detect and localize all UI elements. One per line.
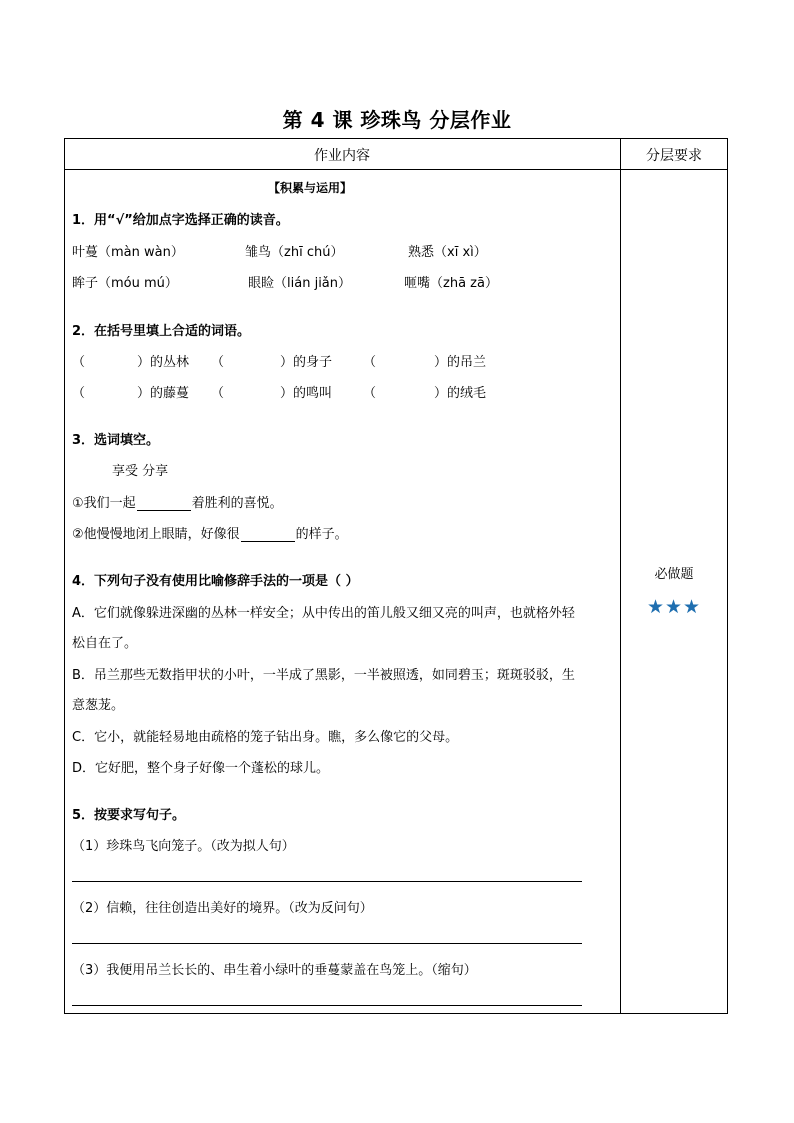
q5-item-1: （1）珍珠鸟飞向笼子。（改为拟人句） bbox=[72, 839, 295, 854]
q2-item: ）的吊兰 bbox=[434, 355, 487, 370]
q1-item: 雏鸟（zhī chú） bbox=[245, 245, 344, 260]
header-content: 作业内容 bbox=[314, 148, 370, 164]
header-divider bbox=[64, 169, 728, 170]
q3-word-bank: 享受 分享 bbox=[112, 464, 169, 479]
q3-sentence-2: ②他慢慢地闭上眼睛，好像很 的样子。 bbox=[72, 527, 348, 542]
q2-item: ）的丛林 bbox=[137, 355, 190, 370]
answer-line[interactable] bbox=[72, 881, 582, 882]
answer-blank[interactable] bbox=[137, 498, 191, 511]
q2-paren-open: （ bbox=[363, 386, 377, 401]
q4-option-b-line1: B．吊兰那些无数指甲状的小叶，一半成了黑影，一半被照透，如同碧玉；斑斑驳驳，生 bbox=[72, 668, 575, 683]
q4-heading: 4．下列句子没有使用比喻修辞手法的一项是（ ） bbox=[72, 574, 359, 589]
answer-blank[interactable] bbox=[241, 529, 295, 542]
q5-heading: 5．按要求写句子。 bbox=[72, 808, 186, 823]
q2-paren-open: （ bbox=[363, 355, 377, 370]
answer-line[interactable] bbox=[72, 943, 582, 944]
q4-option-a-line1: A．它们就像躲进深幽的丛林一样安全；从中传出的笛儿般又细又亮的叫声，也就格外轻 bbox=[72, 606, 575, 621]
q4-option-d: D．它好肥，整个身子好像一个蓬松的球儿。 bbox=[72, 761, 330, 776]
q2-heading: 2．在括号里填上合适的词语。 bbox=[72, 324, 251, 339]
q4-option-b-line2: 意葱茏。 bbox=[72, 698, 125, 713]
q5-item-2: （2）信赖，往往创造出美好的境界。（改为反问句） bbox=[72, 901, 373, 916]
q2-paren-open: （ bbox=[211, 355, 225, 370]
q2-item: ）的绒毛 bbox=[434, 386, 487, 401]
header-level: 分层要求 bbox=[646, 148, 702, 164]
q5-item-3: （3）我便用吊兰长长的、串生着小绿叶的垂蔓蒙盖在鸟笼上。（缩句） bbox=[72, 963, 477, 978]
q1-item: 眸子（móu mú） bbox=[72, 276, 178, 291]
q1-item: 熟悉（xī xì） bbox=[408, 245, 487, 260]
q2-paren-open: （ bbox=[72, 386, 86, 401]
q2-paren-open: （ bbox=[211, 386, 225, 401]
difficulty-stars: ★★★ bbox=[646, 596, 702, 618]
q1-item: 叶蔓（màn wàn） bbox=[72, 245, 184, 260]
q3-heading: 3．选词填空。 bbox=[72, 433, 160, 448]
q2-item: ）的藤蔓 bbox=[137, 386, 190, 401]
q1-heading: 1．用“√”给加点字选择正确的读音。 bbox=[72, 213, 289, 228]
q1-item: 咂嘴（zhā zā） bbox=[404, 276, 498, 291]
section-heading: 【积累与运用】 bbox=[268, 181, 353, 195]
q2-item: ）的身子 bbox=[280, 355, 333, 370]
page-title: 第 4 课 珍珠鸟 分层作业 bbox=[282, 108, 512, 132]
q4-option-c: C．它小，就能轻易地由疏格的笼子钻出身。瞧，多么像它的父母。 bbox=[72, 730, 459, 745]
q2-item: ）的鸣叫 bbox=[280, 386, 333, 401]
level-label: 必做题 bbox=[654, 567, 694, 582]
q1-item: 眼睑（lián jiǎn） bbox=[248, 276, 352, 291]
q2-paren-open: （ bbox=[72, 355, 86, 370]
q3-sentence-1: ①我们一起 着胜利的喜悦。 bbox=[72, 496, 283, 511]
answer-line[interactable] bbox=[72, 1005, 582, 1006]
q4-option-a-line2: 松自在了。 bbox=[72, 636, 138, 651]
